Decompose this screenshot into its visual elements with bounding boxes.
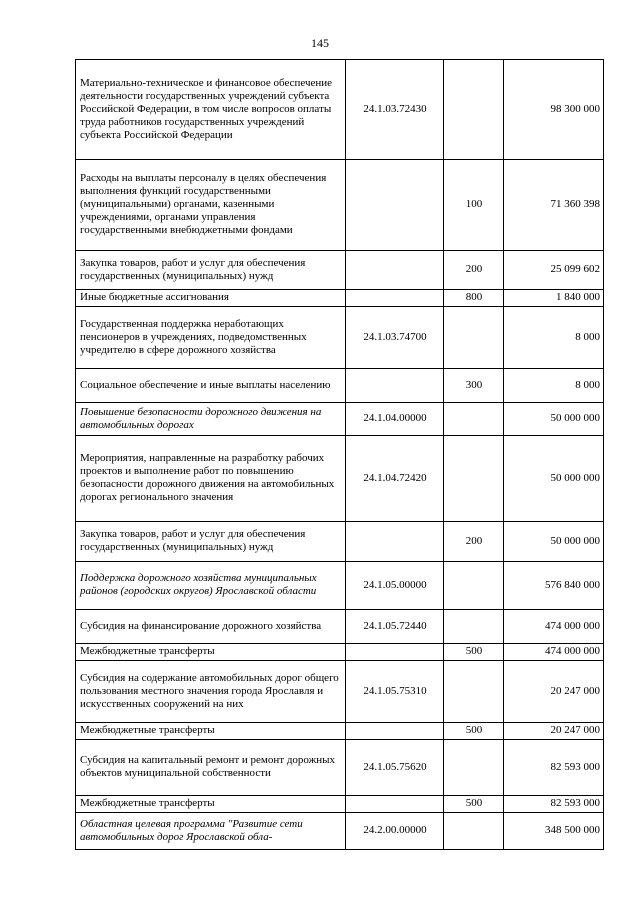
row-type: 100 bbox=[444, 160, 504, 251]
table-row bbox=[76, 723, 604, 740]
row-type bbox=[444, 436, 504, 522]
table-row bbox=[76, 610, 604, 644]
row-code bbox=[346, 644, 444, 661]
row-amount: 98 300 000 bbox=[504, 60, 604, 160]
row-type bbox=[444, 610, 504, 644]
row-amount: 25 099 602 bbox=[504, 251, 604, 290]
row-amount: 20 247 000 bbox=[504, 723, 604, 740]
row-code: 24.2.00.00000 bbox=[346, 813, 444, 850]
row-type bbox=[444, 813, 504, 850]
row-name: Субсидия на содержание автомобильных дорог общего пользования местного значения города Ярославля и искусственных сооружений на них bbox=[76, 661, 346, 723]
row-name: Мероприятия, направленные на разработку рабочих проектов и выполнение работ по повышению безопасности дорожного движения на автомобильных дорогах регионального значения bbox=[76, 436, 346, 522]
row-code: 24.1.04.00000 bbox=[346, 403, 444, 436]
row-amount: 71 360 398 bbox=[504, 160, 604, 251]
row-amount: 50 000 000 bbox=[504, 522, 604, 562]
row-name: Поддержка дорожного хозяйства муниципальных районов (городских округов) Ярославской области bbox=[76, 562, 346, 610]
table-row bbox=[76, 403, 604, 436]
row-name: Межбюджетные трансферты bbox=[76, 796, 346, 813]
row-amount: 1 840 000 bbox=[504, 290, 604, 307]
row-name: Межбюджетные трансферты bbox=[76, 644, 346, 661]
row-code: 24.1.05.00000 bbox=[346, 562, 444, 610]
row-type: 200 bbox=[444, 251, 504, 290]
row-name: Закупка товаров, работ и услуг для обеспечения государственных (муниципальных) нужд bbox=[76, 251, 346, 290]
row-type: 200 bbox=[444, 522, 504, 562]
row-name: Субсидия на финансирование дорожного хозяйства bbox=[76, 610, 346, 644]
row-type bbox=[444, 562, 504, 610]
row-amount: 8 000 bbox=[504, 369, 604, 403]
row-amount: 576 840 000 bbox=[504, 562, 604, 610]
row-amount: 82 593 000 bbox=[504, 796, 604, 813]
table-row bbox=[76, 644, 604, 661]
row-code: 24.1.04.72420 bbox=[346, 436, 444, 522]
row-amount: 50 000 000 bbox=[504, 403, 604, 436]
row-type bbox=[444, 661, 504, 723]
table-row bbox=[76, 436, 604, 522]
row-code bbox=[346, 796, 444, 813]
table-row bbox=[76, 369, 604, 403]
row-type bbox=[444, 60, 504, 160]
row-type: 300 bbox=[444, 369, 504, 403]
row-code bbox=[346, 369, 444, 403]
table-row bbox=[76, 251, 604, 290]
row-code: 24.1.03.74700 bbox=[346, 307, 444, 369]
table-row bbox=[76, 661, 604, 723]
row-amount: 474 000 000 bbox=[504, 644, 604, 661]
row-name: Иные бюджетные ассигнования bbox=[76, 290, 346, 307]
row-amount: 474 000 000 bbox=[504, 610, 604, 644]
row-type: 500 bbox=[444, 644, 504, 661]
row-name: Расходы на выплаты персоналу в целях обеспечения выполнения функций государственными (муниципальными) органами, казенными учреждениями, органами управления государственными внебюджетными фондами bbox=[76, 160, 346, 251]
row-type: 800 bbox=[444, 290, 504, 307]
row-name: Повышение безопасности дорожного движения на автомобильных дорогах bbox=[76, 403, 346, 436]
row-amount: 8 000 bbox=[504, 307, 604, 369]
row-amount: 348 500 000 bbox=[504, 813, 604, 850]
row-type: 500 bbox=[444, 796, 504, 813]
row-code bbox=[346, 160, 444, 251]
row-code: 24.1.05.72440 bbox=[346, 610, 444, 644]
row-code bbox=[346, 290, 444, 307]
table-row bbox=[76, 740, 604, 796]
table-row bbox=[76, 160, 604, 251]
row-type bbox=[444, 307, 504, 369]
row-name: Областная целевая программа "Развитие сети автомобильных дорог Ярославской обла- bbox=[76, 813, 346, 850]
row-code bbox=[346, 723, 444, 740]
row-name: Субсидия на капитальный ремонт и ремонт дорожных объектов муниципальной собственности bbox=[76, 740, 346, 796]
row-code bbox=[346, 251, 444, 290]
row-type bbox=[444, 740, 504, 796]
row-amount: 20 247 000 bbox=[504, 661, 604, 723]
row-code bbox=[346, 522, 444, 562]
table-row bbox=[76, 522, 604, 562]
row-name: Межбюджетные трансферты bbox=[76, 723, 346, 740]
row-name: Закупка товаров, работ и услуг для обеспечения государственных (муниципальных) нужд bbox=[76, 522, 346, 562]
table-row bbox=[76, 813, 604, 850]
row-name: Государственная поддержка неработающих пенсионеров в учреждениях, подведомственных учредителю в сфере дорожного хозяйства bbox=[76, 307, 346, 369]
table-row bbox=[76, 290, 604, 307]
page-number: 145 bbox=[311, 36, 329, 50]
row-code: 24.1.03.72430 bbox=[346, 60, 444, 160]
row-code: 24.1.05.75620 bbox=[346, 740, 444, 796]
table-row bbox=[76, 562, 604, 610]
table-row bbox=[76, 796, 604, 813]
row-amount: 82 593 000 bbox=[504, 740, 604, 796]
row-name: Социальное обеспечение и иные выплаты населению bbox=[76, 369, 346, 403]
table-row bbox=[76, 60, 604, 160]
budget-table bbox=[75, 59, 604, 850]
row-code: 24.1.05.75310 bbox=[346, 661, 444, 723]
row-amount: 50 000 000 bbox=[504, 436, 604, 522]
table-row bbox=[76, 307, 604, 369]
row-type: 500 bbox=[444, 723, 504, 740]
row-type bbox=[444, 403, 504, 436]
row-name: Материально-техническое и финансовое обеспечение деятельности государственных учреждений субъекта Российской Федерации, в том числе вопросов оплаты труда работников государственных учреждений субъекта Российской Федерации bbox=[76, 60, 346, 160]
